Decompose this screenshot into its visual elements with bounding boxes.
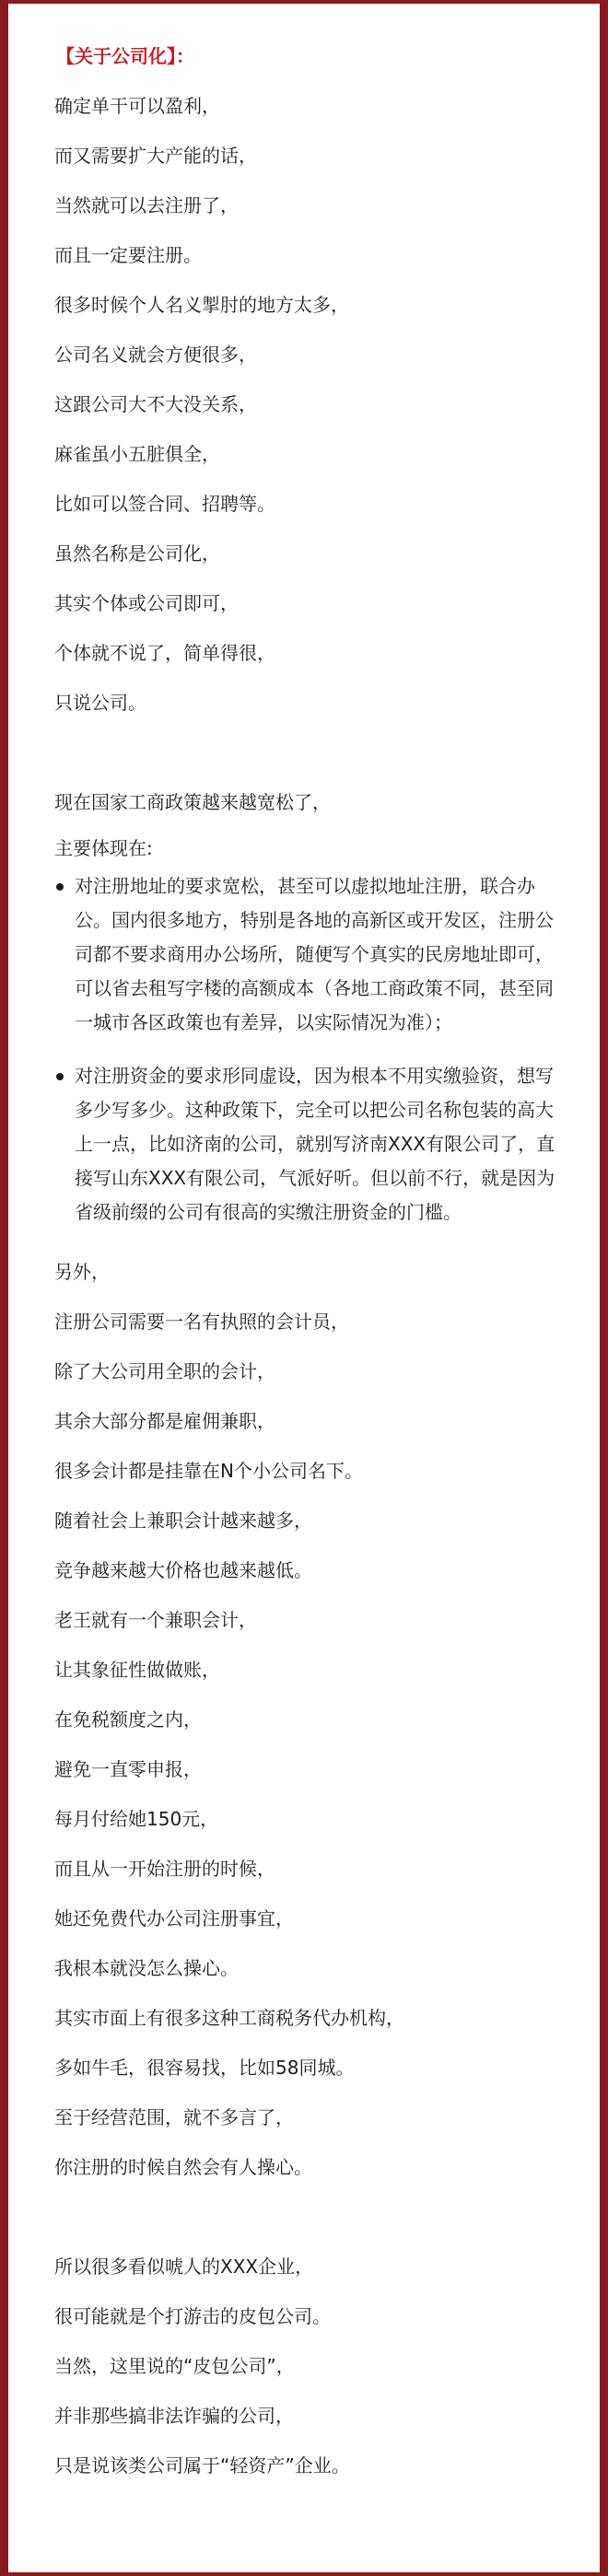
text-line: 个体就不说了，简单得很， (54, 642, 275, 664)
text-line: 很多时候个人名义掣肘的地方太多， (54, 294, 349, 316)
paragraph-intro (54, 87, 570, 733)
text-line: 除了大公司用全职的会计， (54, 1360, 275, 1382)
text-line: 虽然名称是公司化， (54, 542, 220, 565)
text-line: 其实个体或公司即可， (54, 592, 239, 614)
text-line: 你注册的时候自然会有人操心。 (54, 2156, 312, 2178)
text-line: 其余大部分都是雇佣兼职， (54, 1410, 275, 1432)
bullet-dot-icon (56, 1073, 64, 1080)
text-line: 比如可以签合同、招聘等。 (54, 493, 275, 515)
paragraph-accountant (54, 1249, 570, 2197)
policy-bullet-list (54, 869, 570, 1249)
text-line: 很可能就是个打游击的皮包公司。 (54, 2305, 331, 2327)
text-line: 至于经营范围，就不多言了， (54, 2106, 294, 2128)
text-line: 所以很多看似唬人的XXX企业， (54, 2255, 314, 2278)
bullet-text: 对注册资金的要求形同虚设，因为根本不用实缴验资，想写多少写多少。这种政策下，完全可以把公司名称包装的高大上一点，比如济南的公司，就别写济南XXX有限公司了，直接写山东XXX有限公司，气派好听。但以前不行，就是因为省级前缀的公司有很高的实缴注册资金的门槛。 (75, 1065, 555, 1223)
article-body (54, 37, 570, 2496)
section-heading: 【关于公司化】： (56, 45, 194, 67)
text-line: 确定单干可以盈利， (54, 95, 220, 117)
text-line: 让其象征性做做账， (54, 1659, 220, 1681)
text-line: 当然就可以去注册了， (54, 194, 239, 216)
text-line: 并非那些搞非法诈骗的公司， (54, 2405, 294, 2427)
text-line: 麻雀虽小五脏俱全， (54, 443, 220, 465)
text-line: 而且一定要注册。 (54, 244, 202, 266)
text-line: 注册公司需要一名有执照的会计员， (54, 1311, 349, 1333)
text-line: 而又需要扩大产能的话， (54, 145, 257, 167)
bullet-item (54, 869, 570, 1059)
text-line: 主要体现在: (54, 837, 153, 859)
paragraph-policy (54, 783, 570, 1249)
text-line: 这跟公司大不大没关系， (54, 393, 257, 415)
text-line: 竞争越来越大价格也越来越低。 (54, 1559, 312, 1581)
text-line: 在免税额度之内， (54, 1708, 202, 1731)
text-line: 当然，这里说的“皮包公司”， (54, 2355, 295, 2377)
text-line: 只说公司。 (54, 692, 146, 714)
bullet-dot-icon (56, 883, 64, 891)
text-line: 现在国家工商政策越来越宽松了， (54, 791, 331, 813)
bullet-text: 对注册地址的要求宽松，甚至可以虚拟地址注册，联合办公。国内很多地方，特别是各地的高新区或开发区，注册公司都不要求商用办公场所，随便写个真实的民房地址即可，可以省去租写字楼的高额成本（各地工商政策不同，甚至同一城市各区政策也有差异，以实际情况为准）； (75, 875, 554, 1033)
text-line: 她还免费代办公司注册事宜， (54, 1907, 294, 1929)
text-line: 而且从一开始注册的时候， (54, 1858, 275, 1880)
paragraph-conclusion (54, 2247, 570, 2496)
text-line: 只是说该类公司属于“轻资产”企业。 (54, 2454, 350, 2477)
text-line: 很多会计都是挂靠在N个小公司名下。 (54, 1460, 363, 1482)
paragraph-spacer (54, 733, 570, 783)
text-line: 避免一直零申报， (54, 1758, 202, 1780)
text-line: 另外， (54, 1261, 110, 1283)
text-line: 公司名义就会方便很多， (54, 344, 257, 366)
text-line: 我根本就没怎么操心。 (54, 1957, 239, 1979)
text-line: 其实市面上有很多这种工商税务代办机构， (54, 2007, 404, 2029)
text-line: 多如牛毛，很容易找，比如58同城。 (54, 2057, 355, 2079)
bullet-item (54, 1059, 570, 1249)
text-line: 老王就有一个兼职会计， (54, 1609, 257, 1631)
text-line: 随着社会上兼职会计越来越多， (54, 1509, 312, 1532)
paragraph-spacer (54, 2197, 570, 2247)
text-line: 每月付给她150元， (54, 1808, 219, 1830)
